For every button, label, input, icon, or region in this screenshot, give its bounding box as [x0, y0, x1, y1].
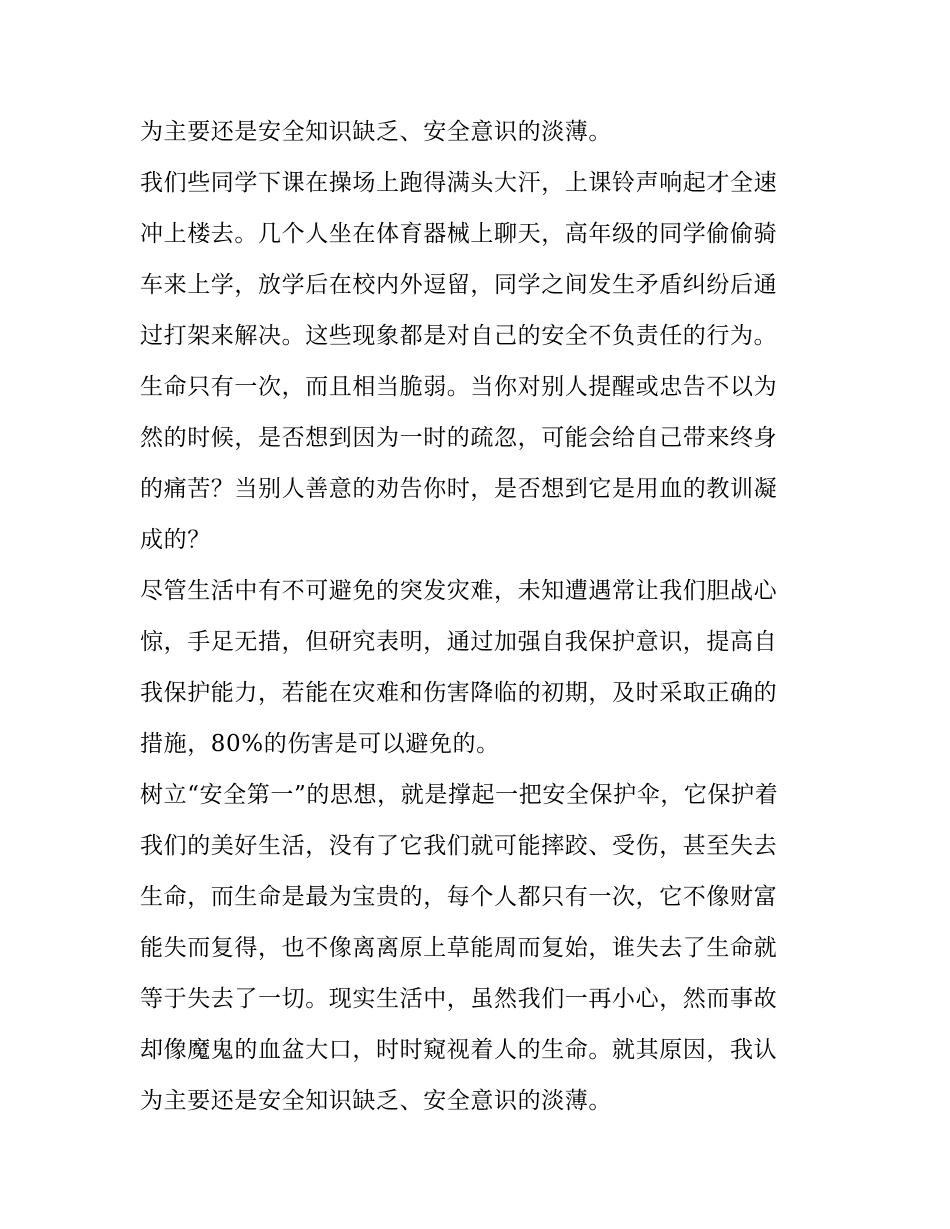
text-line: 尽管生活中有不可避免的突发灾难，未知遭遇常让我们胆战心 [140, 578, 778, 604]
text-line: 我们些同学下课在操场上跑得满头大汗，上课铃声响起才全速 [140, 170, 778, 196]
text-line: 等于失去了一切。现实生活中，虽然我们一再小心，然而事故 [140, 986, 778, 1012]
text-line: 能失而复得，也不像离离原上草能周而复始，谁失去了生命就 [140, 935, 778, 961]
text-line: 的痛苦？当别人善意的劝告你时，是否想到它是用血的教训凝 [140, 476, 778, 502]
text-line: 成的？ [140, 527, 211, 553]
text-line: 生命，而生命是最为宝贵的，每个人都只有一次，它不像财富 [140, 884, 778, 910]
text-line: 为主要还是安全知识缺乏、安全意识的淡薄。 [140, 1088, 612, 1114]
text-line: 车来上学，放学后在校内外逗留，同学之间发生矛盾纠纷后通 [140, 272, 778, 298]
text-line: 为主要还是安全知识缺乏、安全意识的淡薄。 [140, 119, 612, 145]
text-line: 我保护能力，若能在灾难和伤害降临的初期，及时采取正确的 [140, 680, 778, 706]
text-line: 冲上楼去。几个人坐在体育器械上聊天，高年级的同学偷偷骑 [140, 221, 778, 247]
body-text [140, 107, 812, 1127]
text-line: 措施，80%的伤害是可以避免的。 [140, 731, 500, 757]
text-line: 惊，手足无措，但研究表明，通过加强自我保护意识，提高自 [140, 629, 778, 655]
text-line: 树立“安全第一”的思想，就是撑起一把安全保护伞，它保护着 [140, 782, 779, 808]
text-line: 然的时候，是否想到因为一时的疏忽，可能会给自己带来终身 [140, 425, 778, 451]
text-line: 生命只有一次，而且相当脆弱。当你对别人提醒或忠告不以为 [140, 374, 778, 400]
text-line: 却像魔鬼的血盆大口，时时窥视着人的生命。就其原因，我认 [140, 1037, 778, 1063]
text-line: 过打架来解决。这些现象都是对自己的安全不负责任的行为。 [140, 323, 778, 349]
text-line: 我们的美好生活，没有了它我们就可能摔跤、受伤，甚至失去 [140, 833, 778, 859]
